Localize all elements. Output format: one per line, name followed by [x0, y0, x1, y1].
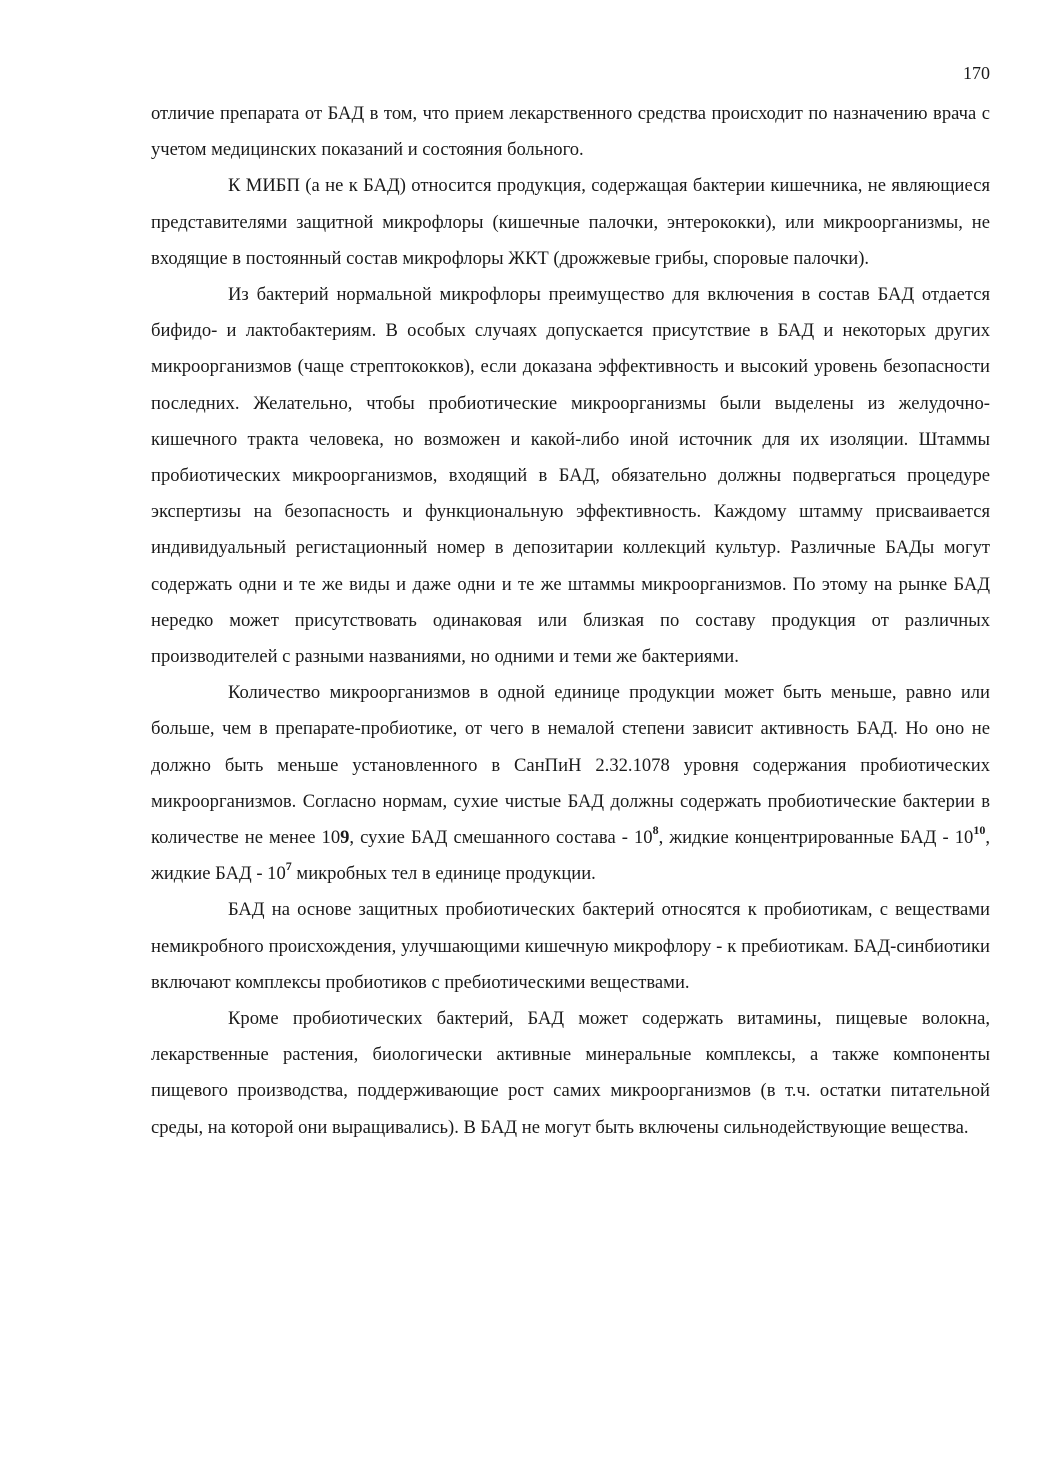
paragraph-4-text-5: микробных тел в единице продукции. [291, 863, 596, 885]
paragraph-4-text-4: , жидкие БАД - 10 [151, 827, 990, 885]
paragraph-4-text-1: Количество микроорганизмов в одной единице продукции может быть меньше, равно или больше, чем в препарате-пробиотике, от чего в немалой степени зависит активность БАД. Но оно не должно быть меньше установленного в СанПиН 2.32.1078 уровня содержания пробиотических микроорганизмов. Согласно нормам, сухие чистые БАД должны содержать пробиотические бактерии в количестве не менее 10 [151, 682, 990, 849]
exponent-liquid-concentrated: 10 [973, 823, 986, 838]
page-number: 170 [963, 63, 990, 83]
paragraph-6: Кроме пробиотических бактерий, БАД может содержать витамины, пищевые волокна, лекарственные растения, биологически активные минеральные комплексы, а также компоненты пищевого производства, поддерживающие рост самих микроорганизмов (в т.ч. остатки питательной среды, на которой они выращивались). В БАД не могут быть включены сильнодействующие вещества. [151, 1008, 990, 1138]
paragraph-3: Из бактерий нормальной микрофлоры преимущество для включения в состав БАД отдается бифидо- и лактобактериям. В особых случаях допускается присутствие в БАД и некоторых других микроорганизмов (чаще стрептококков), если доказана эффективность и высокий уровень безопасности последних. Желательно, чтобы пробиотические микроорганизмы были выделены из желудочно-кишечного тракта человека, но возможен и какой-либо иной источник для их изоляции. Штаммы пробиотических микроорганизмов, входящий в БАД, обязательно должны подвергаться процедуре экспертизы на безопасность и функциональную эффективность. Каждому штамму присваивается индивидуальный регистационный номер в депозитарии коллекций культур. Различные БАДы могут содержать одни и те же виды и даже одни и те же штаммы микроорганизмов. По этому на рынке БАД нередко может присутствовать одинаковая или близкая по составу продукция от различных производителей с разными названиями, но одними и теми же бактериями. [151, 284, 990, 668]
exponent-liquid: 7 [285, 859, 292, 874]
paragraph-4-text-2: , сухие БАД смешанного состава - 10 [349, 827, 653, 849]
paragraph-4 [151, 675, 990, 892]
paragraph-4-text-3: , жидкие концентрированные БАД - 10 [658, 827, 974, 849]
paragraph-5: БАД на основе защитных пробиотических бактерий относятся к пробиотикам, с веществами немикробного происхождения, улучшающими кишечную микрофлору - к пребиотикам. БАД-синбиотики включают комплексы пробиотиков с пребиотическими веществами. [151, 899, 990, 993]
exponent-dry-pure: 9 [340, 827, 350, 849]
paragraph-1: отличие препарата от БАД в том, что прием лекарственного средства происходит по назначению врача с учетом медицинских показаний и состояния больного. [151, 103, 990, 161]
paragraph-2: К МИБП (а не к БАД) относится продукция, содержащая бактерии кишечника, не являющиеся представителями защитной микрофлоры (кишечные палочки, энтерококки), или микроорганизмы, не входящие в постоянный состав микрофлоры ЖКТ (дрожжевые грибы, споровые палочки). [151, 175, 990, 269]
exponent-dry-mixed: 8 [652, 823, 659, 838]
document-body [151, 96, 990, 1146]
